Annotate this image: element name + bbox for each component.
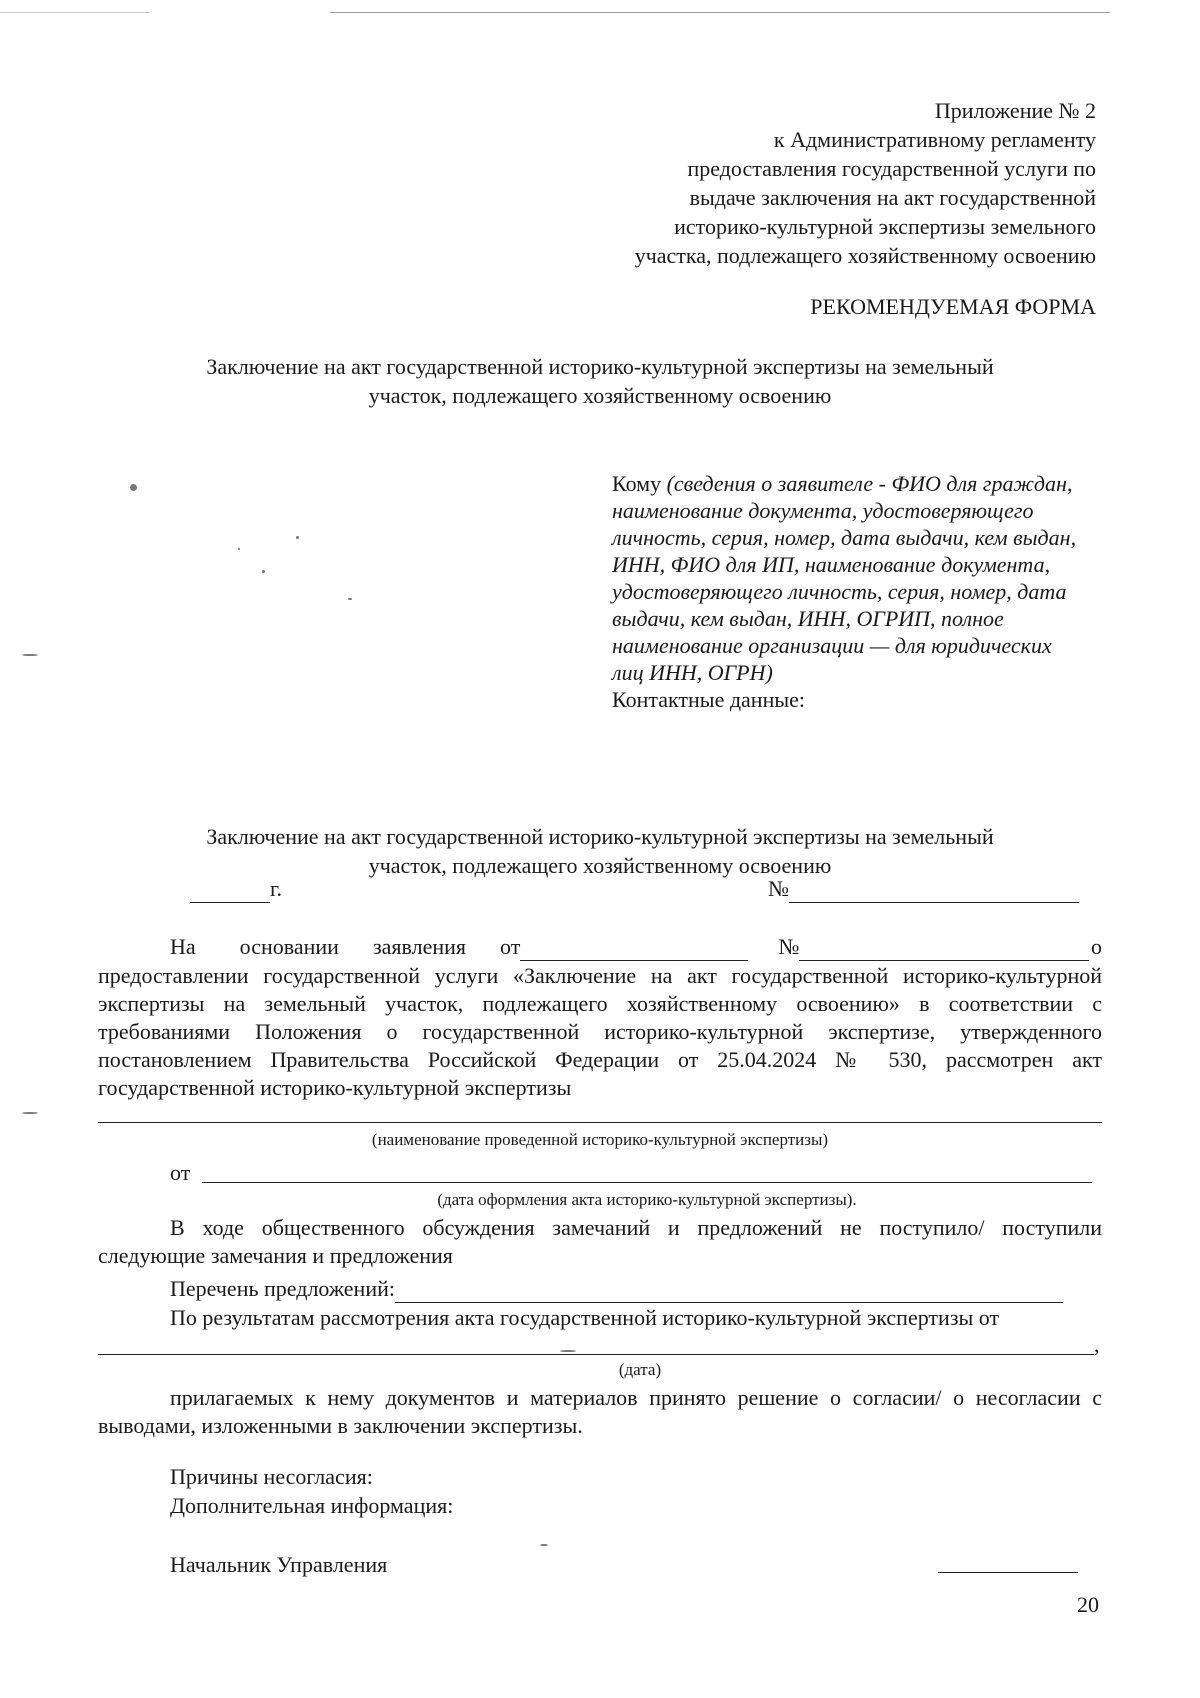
examination-name-caption: (наименование проведенной историко-культурной экспертизы) [371,1130,829,1149]
disagreement-label: Причины несогласия: [170,1464,373,1489]
word: заявления [372,934,467,959]
discussion-paragraph: В ходе общественного обсуждения замечаний и предложений не поступило/ поступили следующие замечания и предложения [98,1215,1102,1268]
scan-speck [348,598,352,600]
scan-edge-line [330,12,1110,13]
act-date-caption: (дата оформления акта историко-культурной экспертизы). [437,1190,857,1209]
results-paragraph: По результатам рассмотрения акта государственной историко-культурной экспертизы от [170,1305,1000,1330]
proposals-row [170,1276,1063,1303]
word: от [500,934,521,959]
word: основании [239,934,339,959]
scan-speck [238,548,240,550]
word: о [1091,934,1102,959]
proposals-label: Перечень предложений: [170,1276,395,1301]
proposals-blank[interactable] [395,1276,1063,1303]
number-blank[interactable] [789,876,1079,903]
from-label: от [170,1160,191,1185]
number-field[interactable] [768,876,1079,903]
contacts-label: Контактные данные: [612,687,805,712]
act-date-line[interactable] [202,1182,1092,1183]
header-line: к Административному регламенту [773,127,1096,152]
comma: , [1094,1332,1100,1357]
date-blank[interactable] [190,876,270,903]
number-label: № [768,876,789,901]
header-line: Приложение № 2 [934,98,1096,123]
scan-speck [540,1544,548,1546]
recipient-block [612,470,1082,713]
decision-paragraph: прилагаемых к нему документов и материалов принято решение о согласии/ о несогласии с выводами, изложенными в заключении экспертизы. [98,1385,1102,1438]
signature-line[interactable] [938,1572,1078,1573]
header-line: участка, подлежащего хозяйственному освоению [634,243,1096,268]
word: На [170,934,196,959]
title-line: участок, подлежащего хозяйственному освоению [368,853,832,878]
scan-speck [296,536,299,539]
scan-speck [130,484,137,491]
conclusion-title [100,822,1100,880]
additional-info-label: Дополнительная информация: [170,1493,454,1518]
header-line: выдаче заключения на акт государственной [689,185,1096,210]
application-date-blank[interactable] [520,934,748,961]
appendix-header [635,96,1096,270]
title-line: Заключение на акт государственной историко-культурной экспертизы на земельный [206,824,994,849]
page-number: 20 [1077,1592,1099,1617]
application-line [170,934,1102,961]
header-line: историко-культурной экспертизы земельного [674,214,1096,239]
recipient-details: (сведения о заявителе - ФИО для граждан, наименование документа, удостоверяющего личность, серия, номер, дата выдачи, кем выдан, ИНН, ФИО для ИП, наименование документа, удостоверяющего личность, серия, номер, дата выдачи, кем выдан, ИНН, ОГРИП, полное наименование организации — для юридических лиц ИНН, ОГРН) [612,471,1077,685]
examination-name-line[interactable] [98,1122,1102,1123]
results-date-line[interactable] [98,1354,1094,1355]
application-number-label: № [778,934,800,959]
scan-speck [262,570,265,573]
year-suffix: г. [270,876,283,901]
scan-speck [22,654,38,656]
scan-speck [560,1350,576,1352]
recommended-form-label: РЕКОМЕНДУЕМАЯ ФОРМА [810,294,1096,319]
signature-label: Начальник Управления [170,1552,388,1577]
application-number-blank[interactable] [799,934,1089,961]
scan-speck [22,1112,38,1114]
scan-edge-line [0,12,150,13]
recipient-prefix: Кому [612,471,662,496]
date-field[interactable] [190,876,282,903]
application-paragraph: предоставлении государственной услуги «Заключение на акт государственной историко-культурной экспертизы на земельный участок, подлежащего хозяйственному освоению» в соответствии с требованиями Положения о государственной историко-культурной экспертизе, утвержденного постановлением Правительства Российской Федерации от 25.04.2024 № 530, рассмотрен акт государственной историко-культурной экспертизы [98,963,1102,1100]
title-line: Заключение на акт государственной историко-культурной экспертизы на земельный [206,354,994,379]
form-title [100,352,1100,410]
title-line: участок, подлежащего хозяйственному освоению [368,383,832,408]
date-caption: (дата) [618,1360,662,1379]
header-line: предоставления государственной услуги по [687,156,1096,181]
